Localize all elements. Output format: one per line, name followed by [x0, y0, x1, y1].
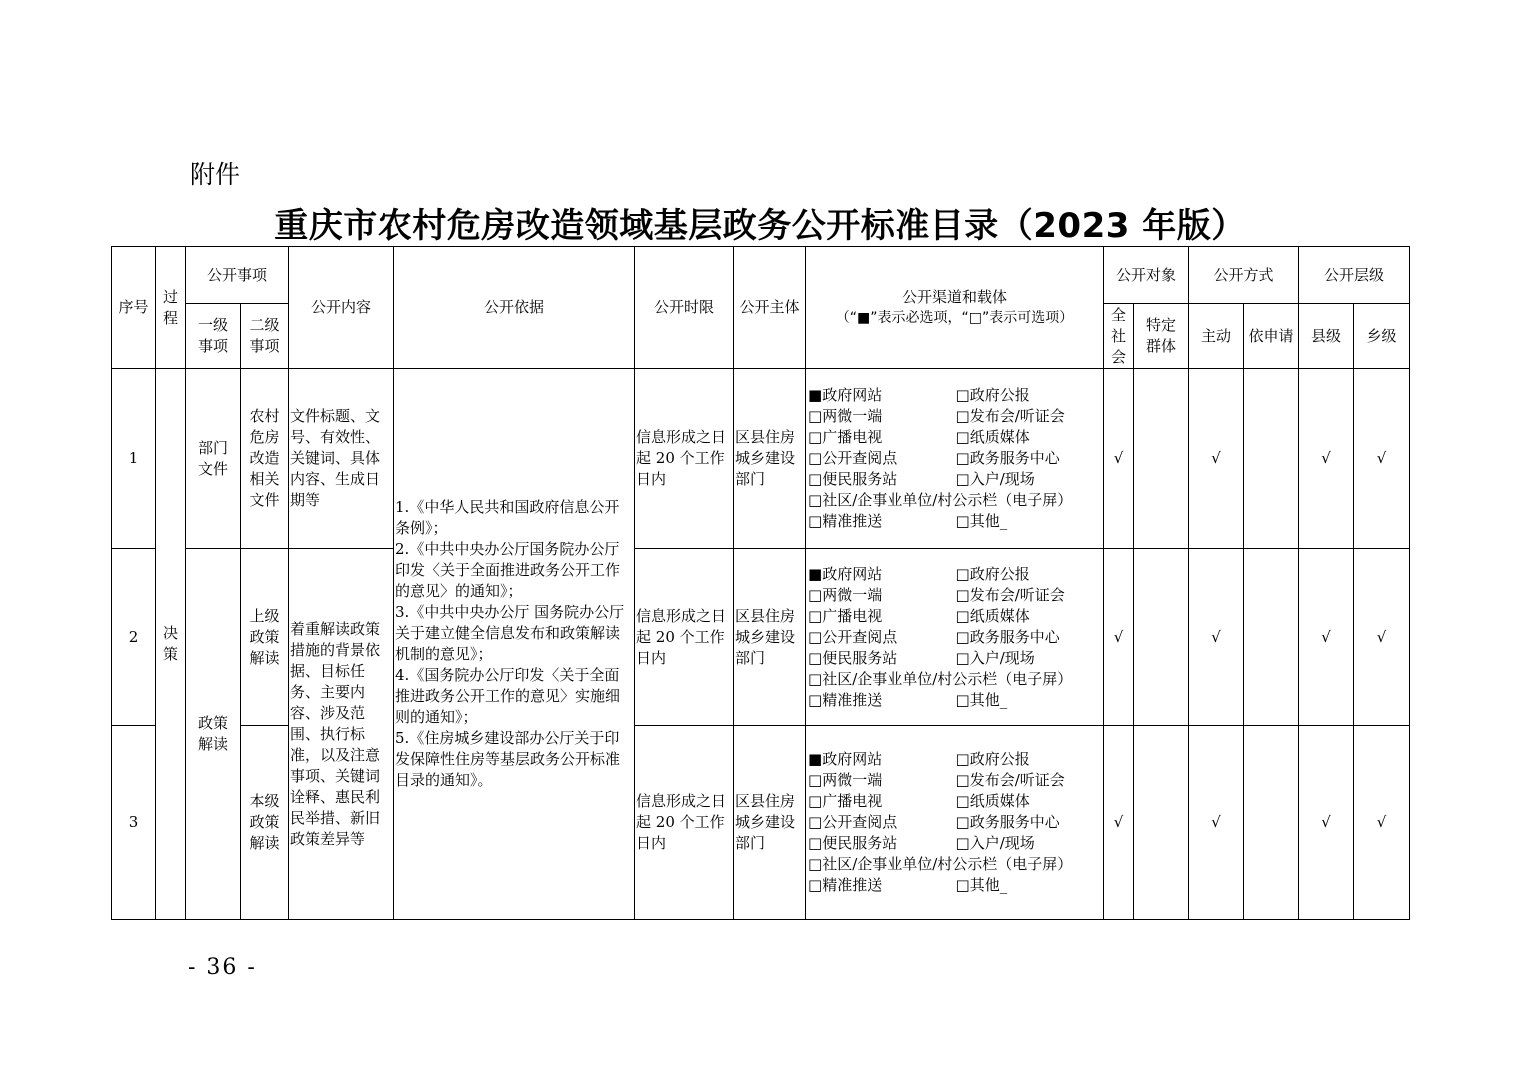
row-level-county: √ [1299, 369, 1354, 549]
row-level2: 本级政策解读 [241, 726, 289, 920]
channel-item: □纸质媒体 [955, 792, 1030, 810]
row-method-apply [1244, 369, 1299, 549]
header-target-all: 全社会 [1104, 304, 1134, 369]
channel-item: □政府公报 [955, 564, 1030, 583]
row-seq: 3 [112, 726, 156, 920]
header-level2: 二级事项 [241, 304, 289, 369]
row-target-all: √ [1104, 726, 1134, 920]
channel-item: ■政府网站 [808, 750, 883, 768]
channel-list [806, 749, 1103, 896]
channel-item: □公开查阅点 [808, 627, 898, 646]
row-level-town: √ [1354, 549, 1410, 726]
channel-item: □发布会/听证会 [955, 585, 1065, 604]
row-content: 着重解读政策措施的背景依据、目标任务、主要内容、涉及范围、执行标准，以及注意事项、关键词诠释、惠民利民举措、新旧政策差异等 [289, 549, 394, 920]
header-channel-title: 公开渠道和载体 [902, 287, 1008, 306]
row-level-county: √ [1299, 726, 1354, 920]
channel-item: □政务服务中心 [955, 813, 1060, 831]
channel-item: □发布会/听证会 [955, 771, 1065, 789]
row-target-all: √ [1104, 549, 1134, 726]
channel-item: □两微一端 [808, 585, 883, 604]
row-subject: 区县住房城乡建设部门 [734, 549, 806, 726]
header-basis: 公开依据 [394, 247, 635, 369]
header-target: 公开对象 [1104, 247, 1189, 304]
channel-item: □其他_ [955, 512, 1008, 530]
header-channel-note: （“■”表示必选项，“□”表示可选项） [835, 309, 1074, 326]
row-channels [806, 726, 1104, 920]
row-level2: 农村危房改造相关文件 [241, 369, 289, 549]
channel-item: □社区/企事业单位/村公示栏（电子屏） [808, 855, 1073, 873]
header-method-active: 主动 [1189, 304, 1244, 369]
disclosure-table [111, 246, 1410, 920]
row-method-active: √ [1189, 549, 1244, 726]
channel-item: □精准推送 [808, 512, 883, 530]
channel-item: □政府公报 [955, 750, 1030, 768]
row-target-specific [1134, 549, 1189, 726]
channel-item: □广播电视 [808, 792, 883, 810]
header-level-town: 乡级 [1354, 304, 1410, 369]
row-level-town: √ [1354, 726, 1410, 920]
channel-item: □纸质媒体 [955, 606, 1030, 625]
row-content: 文件标题、文号、有效性、关键词、具体内容、生成日期等 [289, 369, 394, 549]
channel-item: □入户/现场 [955, 648, 1035, 667]
channel-item: □入户/现场 [955, 470, 1035, 488]
row-seq: 1 [112, 369, 156, 549]
channel-item: □便民服务站 [808, 834, 898, 852]
channel-item: □政府公报 [955, 386, 1030, 404]
row-subject: 区县住房城乡建设部门 [734, 726, 806, 920]
row-channels [806, 549, 1104, 726]
row-target-specific [1134, 369, 1189, 549]
header-seq: 序号 [112, 247, 156, 369]
page-number: - 36 - [188, 955, 257, 980]
header-method: 公开方式 [1189, 247, 1299, 304]
row-basis: 1.《中华人民共和国政府信息公开条例》； 2.《中共中央办公厅国务院办公厅印发〈关于全面推进政务公开工作的意见〉的通知》； 3.《中共中央办公厅 国务院办公厅关于建立健全信息发布和政策解读机制的意见》； 4.《国务院办公厅印发〈关于全面推进政务公开工作的意见〉实施细则的通知》； 5.《住房城乡建设部办公厅关于印发保障性住房等基层政务公开标准目录的通知》。 [394, 369, 635, 920]
document-title: 重庆市农村危房改造领域基层政务公开标准目录（2023 年版） [274, 206, 1246, 246]
row-level2: 上级政策解读 [241, 549, 289, 726]
row-method-active: √ [1189, 369, 1244, 549]
channel-item: □其他_ [955, 876, 1008, 894]
row-target-all: √ [1104, 369, 1134, 549]
channel-item: ■政府网站 [808, 386, 883, 404]
channel-item: □两微一端 [808, 771, 883, 789]
channel-item: □广播电视 [808, 606, 883, 625]
header-matter: 公开事项 [186, 247, 289, 304]
channel-item: □政务服务中心 [955, 627, 1060, 646]
header-process: 过程 [156, 247, 186, 369]
channel-item: □公开查阅点 [808, 449, 898, 467]
header-method-apply: 依申请 [1244, 304, 1299, 369]
channel-list [806, 385, 1103, 532]
row-method-apply [1244, 549, 1299, 726]
channel-item: □便民服务站 [808, 470, 898, 488]
channel-item: □两微一端 [808, 407, 883, 425]
header-level1: 一级事项 [186, 304, 241, 369]
row-method-apply [1244, 726, 1299, 920]
header-subject: 公开主体 [734, 247, 806, 369]
table-row [112, 549, 1410, 726]
row-time-limit: 信息形成之日起 20 个工作日内 [635, 369, 734, 549]
row-level1: 部门文件 [186, 369, 241, 549]
row-channels [806, 369, 1104, 549]
channel-item: □社区/企事业单位/村公示栏（电子屏） [808, 491, 1073, 509]
channel-list [806, 564, 1103, 711]
channel-item: □精准推送 [808, 690, 883, 709]
channel-item: □便民服务站 [808, 648, 898, 667]
row-time-limit: 信息形成之日起 20 个工作日内 [635, 726, 734, 920]
header-target-specific: 特定群体 [1134, 304, 1189, 369]
channel-item: □其他_ [955, 690, 1008, 709]
row-process: 决策 [156, 369, 186, 920]
channel-item: □广播电视 [808, 428, 883, 446]
header-level-county: 县级 [1299, 304, 1354, 369]
row-time-limit: 信息形成之日起 20 个工作日内 [635, 549, 734, 726]
channel-item: □公开查阅点 [808, 813, 898, 831]
row-method-active: √ [1189, 726, 1244, 920]
channel-item: □纸质媒体 [955, 428, 1030, 446]
header-level: 公开层级 [1299, 247, 1410, 304]
row-target-specific [1134, 726, 1189, 920]
attachment-label: 附件 [190, 160, 241, 189]
row-level-town: √ [1354, 369, 1410, 549]
channel-item: □入户/现场 [955, 834, 1035, 852]
header-channel [806, 247, 1104, 369]
table-row [112, 369, 1410, 549]
header-content: 公开内容 [289, 247, 394, 369]
channel-item: □社区/企事业单位/村公示栏（电子屏） [808, 669, 1073, 688]
channel-item: □精准推送 [808, 876, 883, 894]
channel-item: ■政府网站 [808, 564, 883, 583]
row-level-county: √ [1299, 549, 1354, 726]
channel-item: □政务服务中心 [955, 449, 1060, 467]
channel-item: □发布会/听证会 [955, 407, 1065, 425]
row-seq: 2 [112, 549, 156, 726]
row-level1: 政策解读 [186, 549, 241, 920]
header-time-limit: 公开时限 [635, 247, 734, 369]
row-subject: 区县住房城乡建设部门 [734, 369, 806, 549]
